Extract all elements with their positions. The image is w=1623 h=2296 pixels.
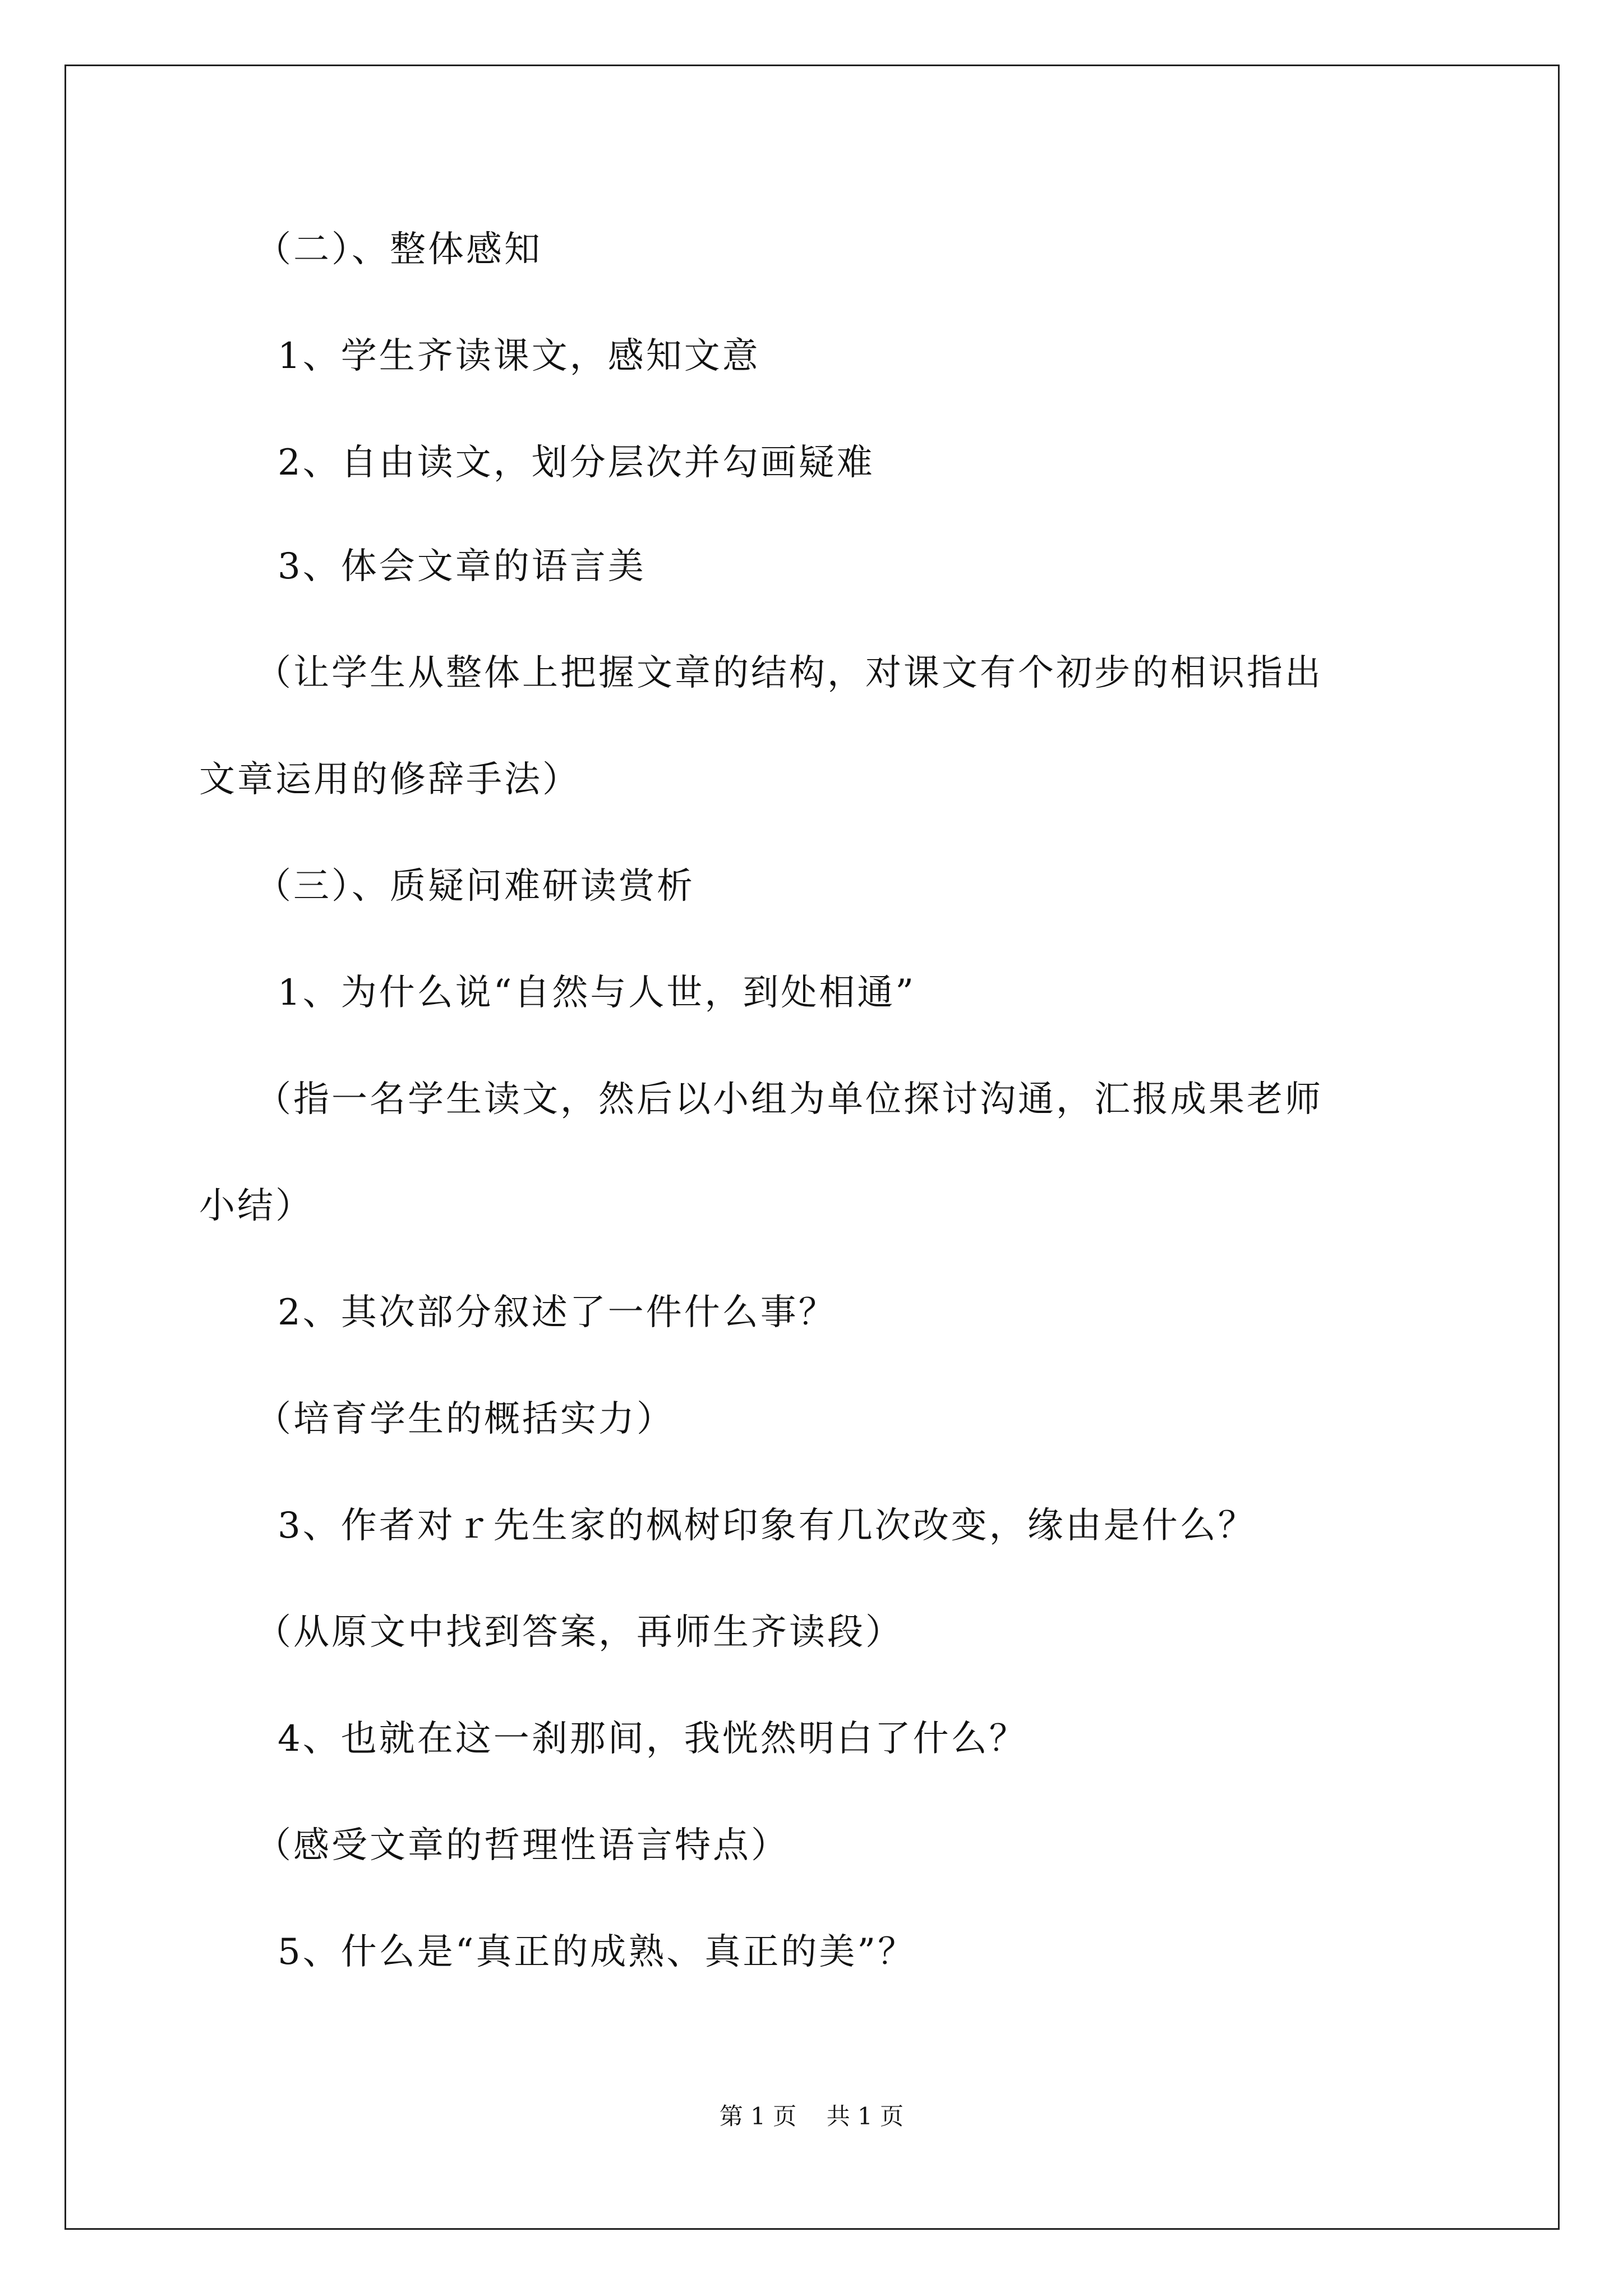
- section-heading-overall-perception: （二）、整体感知: [255, 229, 542, 270]
- question-4: 4、也就在这一刹那间，我恍然明白了什么？: [278, 1718, 1027, 1760]
- paragraph-5-cont: 小结）: [199, 1185, 313, 1227]
- paragraph-4: （让学生从整体上把握文章的结构，对课文有个初步的相识指出: [255, 652, 1323, 694]
- page-footer: 第 1 页 共 1 页: [719, 2102, 904, 2130]
- page-border: [64, 65, 1560, 2230]
- note-3: （从原文中找到答案，再师生齐读段）: [255, 1612, 903, 1653]
- note-4: （感受文章的哲理性语言特点）: [255, 1825, 789, 1866]
- note-2: （培育学生的概括实力）: [255, 1398, 675, 1440]
- question-1: 1、为什么说“自然与人世，到处相通”: [278, 972, 916, 1014]
- question-3: 3、作者对ｒ先生家的枫树印象有几次改变，缘由是什么？: [278, 1505, 1256, 1547]
- question-2: 2、其次部分叙述了一件什么事？: [278, 1292, 837, 1333]
- section-heading-questioning: （三）、质疑问难研读赏析: [255, 866, 695, 907]
- paragraph-2: 2、自由读文，划分层次并勾画疑难: [278, 442, 875, 484]
- paragraph-1: 1、学生齐读课文，感知文意: [278, 335, 760, 377]
- paragraph-5: （指一名学生读文，然后以小组为单位探讨沟通，汇报成果老师: [255, 1079, 1323, 1120]
- paragraph-3: 3、体会文章的语言美: [278, 546, 646, 587]
- question-5: 5、什么是“真正的成熟、真正的美”？: [278, 1931, 916, 1973]
- paragraph-4-cont: 文章运用的修辞手法）: [199, 759, 580, 800]
